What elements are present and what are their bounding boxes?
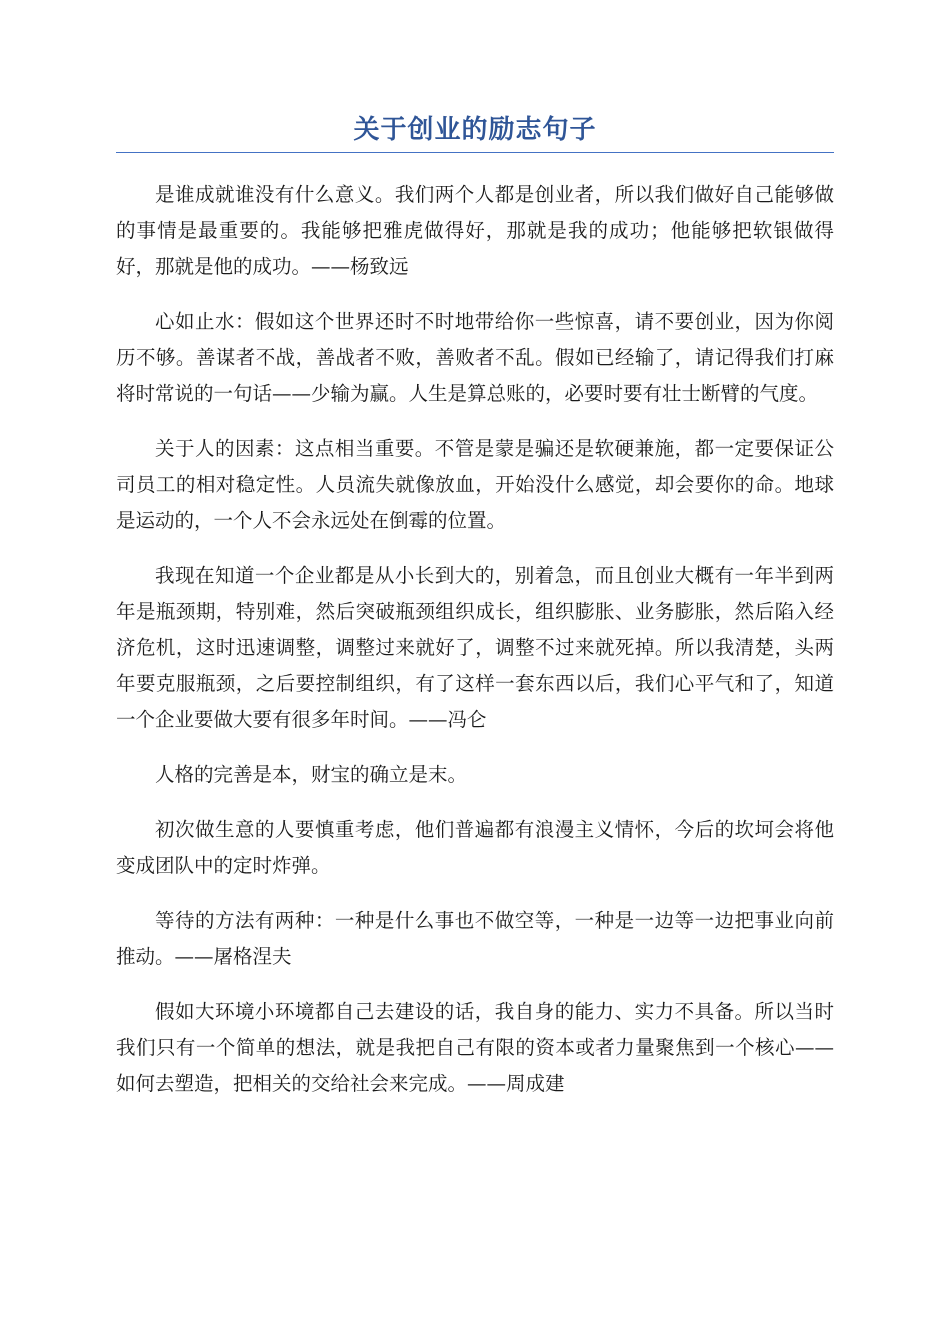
title-underline xyxy=(116,152,834,153)
paragraph-1: 是谁成就谁没有什么意义。我们两个人都是创业者，所以我们做好自己能够做的事情是最重要的。我能够把雅虎做得好，那就是我的成功；他能够把软银做得好，那就是他的成功。——杨致远 xyxy=(116,183,834,278)
paragraph-5: 人格的完善是本，财宝的确立是末。 xyxy=(155,763,468,786)
paragraph-2: 心如止水：假如这个世界还时不时地带给你一些惊喜，请不要创业，因为你阅历不够。善谋者不战，善战者不败，善败者不乱。假如已经输了，请记得我们打麻将时常说的一句话——少输为赢。人生是算总账的，必要时要有壮士断臂的气度。 xyxy=(116,310,834,405)
document-title: 关于创业的励志句子 xyxy=(353,115,597,145)
paragraph-7: 等待的方法有两种：一种是什么事也不做空等，一种是一边等一边把事业向前推动。——屠格涅夫 xyxy=(116,909,834,968)
paragraph-6: 初次做生意的人要慎重考虑，他们普遍都有浪漫主义情怀，今后的坎坷会将他变成团队中的定时炸弹。 xyxy=(116,818,834,877)
paragraph-8: 假如大环境小环境都自己去建设的话，我自身的能力、实力不具备。所以当时我们只有一个简单的想法，就是我把自己有限的资本或者力量聚焦到一个核心——如何去塑造，把相关的交给社会来完成。——周成建 xyxy=(116,1000,834,1095)
document-page xyxy=(116,110,834,1121)
paragraph-4: 我现在知道一个企业都是从小长到大的，别着急，而且创业大概有一年半到两年是瓶颈期，特别难，然后突破瓶颈组织成长，组织膨胀、业务膨胀，然后陷入经济危机，这时迅速调整，调整过来就好了，调整不过来就死掉。所以我清楚，头两年要克服瓶颈，之后要控制组织，有了这样一套东西以后，我们心平气和了，知道一个企业要做大要有很多年时间。——冯仑 xyxy=(116,564,834,731)
paragraph-3: 关于人的因素：这点相当重要。不管是蒙是骗还是软硬兼施，都一定要保证公司员工的相对稳定性。人员流失就像放血，开始没什么感觉，却会要你的命。地球是运动的，一个人不会永远处在倒霉的位置。 xyxy=(116,437,834,532)
